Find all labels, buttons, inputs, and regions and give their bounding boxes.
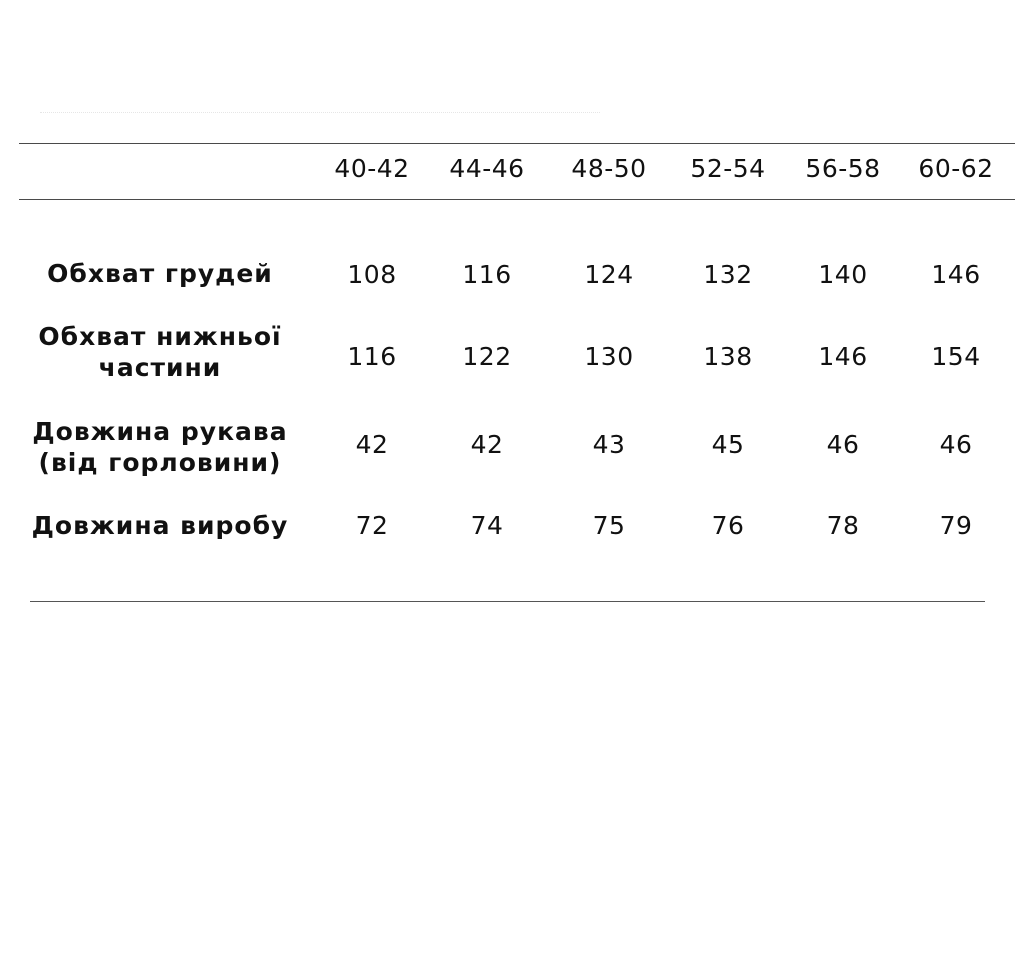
table-top-rule: [19, 143, 1015, 144]
table-cell: 79: [939, 511, 973, 540]
table-cell: 46: [939, 430, 973, 459]
row-label: [47, 258, 273, 289]
table-cell: 132: [703, 260, 753, 289]
row-label-line: частини: [98, 353, 222, 382]
table-cell: 116: [347, 342, 397, 371]
row-label-line: Обхват грудей: [47, 259, 273, 288]
size-header: 56-58: [805, 154, 881, 183]
size-header: 60-62: [918, 154, 994, 183]
table-bottom-rule: [30, 601, 985, 602]
table-cell: 46: [826, 430, 860, 459]
table-cell: 78: [826, 511, 860, 540]
table-cell: 116: [462, 260, 512, 289]
size-header: 40-42: [334, 154, 410, 183]
table-cell: 75: [592, 511, 626, 540]
row-label-line: Довжина рукава: [32, 417, 288, 446]
table-header-rule: [19, 199, 1015, 200]
table-cell: 130: [584, 342, 634, 371]
row-label-line: Довжина виробу: [31, 511, 289, 540]
row-label: [32, 510, 289, 541]
table-cell: 72: [355, 511, 389, 540]
size-header: 52-54: [690, 154, 766, 183]
table-cell: 138: [703, 342, 753, 371]
table-cell: 42: [470, 430, 504, 459]
table-cell: 45: [711, 430, 745, 459]
table-cell: 154: [931, 342, 981, 371]
table-cell: 146: [931, 260, 981, 289]
table-cell: 42: [355, 430, 389, 459]
row-label-line: Обхват нижньої: [38, 322, 282, 351]
table-cell: 43: [592, 430, 626, 459]
row-label-line: (від горловини): [38, 448, 282, 477]
table-cell: 74: [470, 511, 504, 540]
size-header: 44-46: [449, 154, 525, 183]
row-label: [32, 416, 287, 478]
faint-separator: [40, 112, 600, 113]
table-cell: 108: [347, 260, 397, 289]
row-label: [38, 321, 281, 383]
size-header: 48-50: [571, 154, 647, 183]
table-cell: 124: [584, 260, 634, 289]
table-cell: 122: [462, 342, 512, 371]
table-cell: 146: [818, 342, 868, 371]
table-cell: 76: [711, 511, 745, 540]
table-cell: 140: [818, 260, 868, 289]
